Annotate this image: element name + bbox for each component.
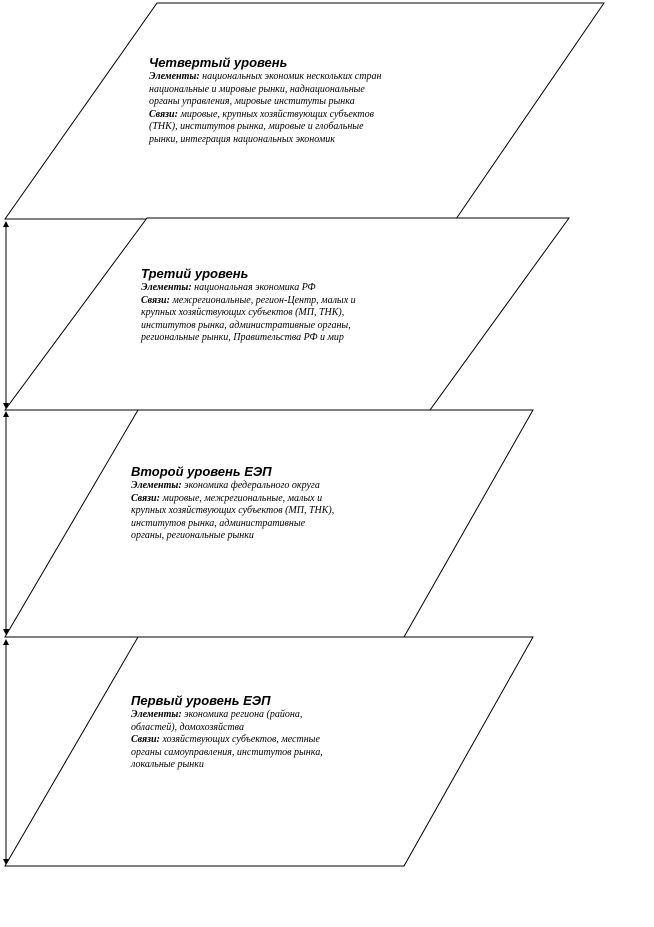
level-4-elements-line-1: Элементы: национальных экономик нескольких стран [149,71,382,82]
level-4-links-line-3: рынки, интеграция национальных экономик [149,133,335,145]
level-2-links-line-2: крупных хозяйствующих субъектов (МП, ТНК), [131,505,335,516]
level-3-links-line-1: Связи: межрегиональные, регион-Центр, малых и [141,294,356,306]
level-4-links-line-1: Связи: мировые, крупных хозяйствующих субъектов [149,108,374,120]
level-4-links-line-2: (ТНК), институтов рынка, мировые и глобальные [149,121,364,132]
level-4-elements-line-3: органы управления, мировые институты рынка [149,96,355,107]
level-2-text [131,464,334,543]
level-1-links-line-3: локальные рынки [131,759,204,770]
level-2-links-line-3: институтов рынка, административные [131,517,306,529]
level-1-text [131,693,323,772]
level-1-title: Первый уровень ЕЭП [131,693,271,708]
level-3-links-line-3: институтов рынка, административные органы, [141,319,351,331]
level-1-elements-line-2: областей), домохозяйства [131,721,244,733]
level-1-elements-line-1: Элементы: экономика региона (района, [131,709,303,720]
level-4-elements-line-2: национальные и мировые рынки, наднациональные [149,83,365,95]
level-3-links-line-2: крупных хозяйствующих субъектов (МП, ТНК), [141,307,345,318]
level-4-title: Четвертый уровень [149,55,288,70]
level-1-body [131,709,323,772]
level-3-text [141,266,356,345]
level-3-elements-line-1: Элементы: национальная экономика РФ [141,282,316,293]
level-3-links-line-4: региональные рынки, Правительства РФ и мир [141,332,344,343]
level-2-links-line-4: органы, региональные рынки [131,530,254,541]
level-1-links-line-1: Связи: хозяйствующих субъектов, местные [131,734,320,745]
level-3-body [141,282,356,345]
level-4-text [149,55,381,146]
level-2-title: Второй уровень ЕЭП [131,464,272,479]
level-2-body [131,480,334,543]
level-1-links-line-2: органы самоуправления, институтов рынка, [131,746,323,758]
level-2-elements-line-1: Элементы: экономика федерального округа [131,480,320,491]
level-4-body [149,71,381,146]
level-2-links-line-1: Связи: мировые, межрегиональные, малых и [131,492,323,504]
level-3-title: Третий уровень [141,266,249,281]
